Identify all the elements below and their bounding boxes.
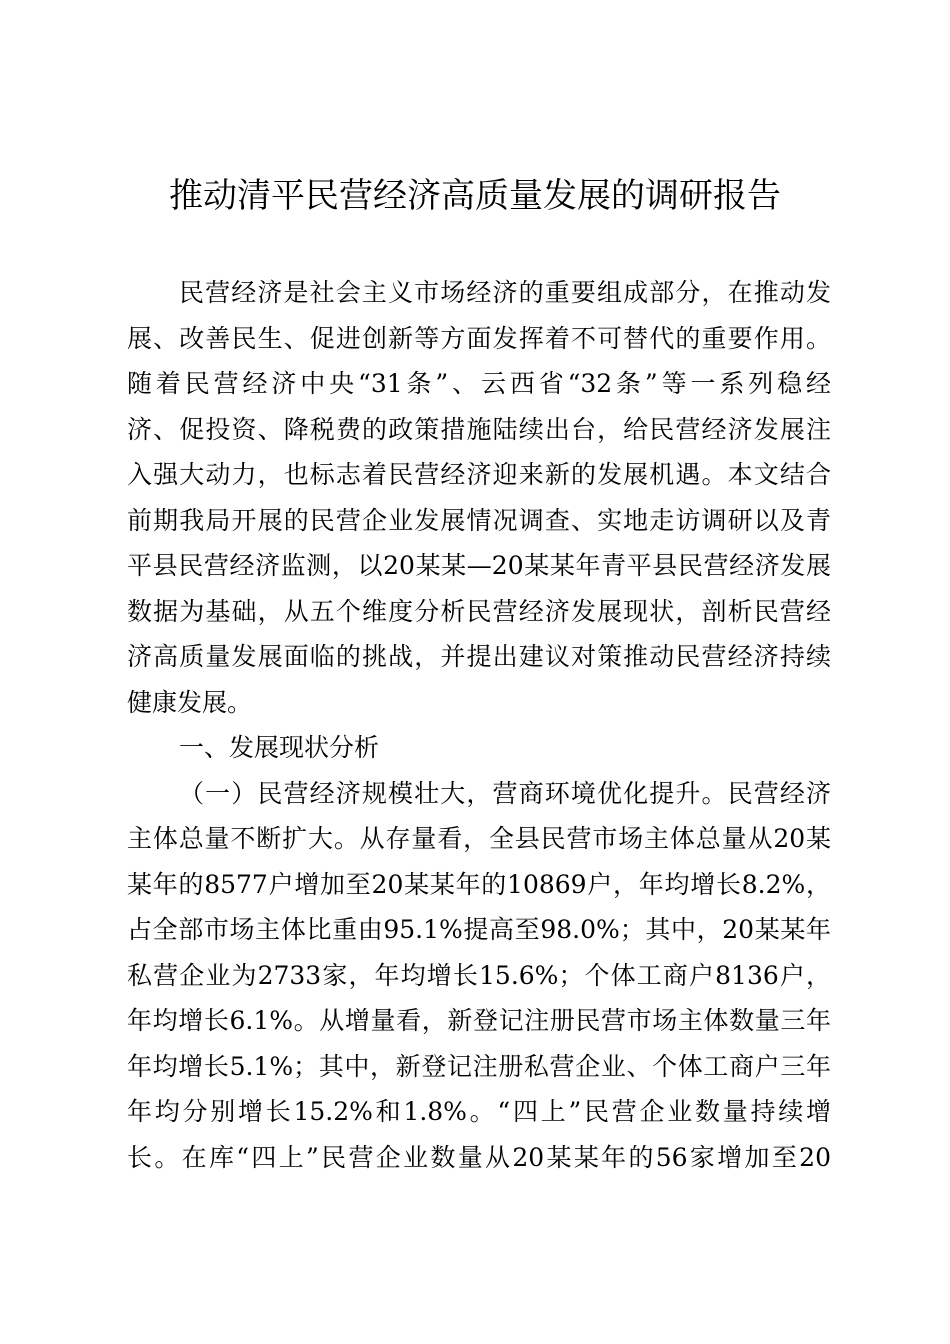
paragraph-line: 私营企业为2733家，年均增长15.6%；个体工商户8136户， [127, 960, 831, 990]
paragraph-line: 随着民营经济中央“31条”、云西省“32条”等一系列稳经 [127, 369, 831, 398]
paragraph-line: 前期我局开展的民营企业发展情况调查、实地走访调研以及青 [127, 505, 831, 535]
paragraph-line: 济高质量发展面临的挑战，并提出建议对策推动民营经济持续 [127, 642, 831, 671]
document-title: 推动清平民营经济高质量发展的调研报告 [169, 176, 781, 216]
paragraph-line: 年均分别增长15.2%和1.8%。“四上”民营企业数量持续增 [127, 1097, 831, 1126]
paragraph-line: 民营经济是社会主义市场经济的重要组成部分，在推动发 [179, 278, 831, 307]
paragraph-line: 占全部市场主体比重由95.1%提高至98.0%；其中，20某某年 [127, 915, 831, 944]
paragraph-line: 某年的8577户增加至20某某年的10869户，年均增长8.2%， [127, 869, 831, 899]
paragraph-line: 展、改善民生、促进创新等方面发挥着不可替代的重要作用。 [127, 323, 831, 353]
paragraph-line: 健康发展。 [127, 687, 253, 717]
paragraph-line: 济、促投资、降税费的政策措施陆续出台，给民营经济发展注 [127, 414, 831, 444]
paragraph-line: 年均增长5.1%；其中，新登记注册私营企业、个体工商户三年 [127, 1051, 831, 1081]
section-heading: 一、发展现状分析 [179, 733, 380, 762]
paragraph-line: 入强大动力，也标志着民营经济迎来新的发展机遇。本文结合 [127, 460, 831, 489]
paragraph-line: 长。在库“四上”民营企业数量从20某某年的56家增加至20 [127, 1142, 831, 1172]
paragraph-line: 年均增长6.1%。从增量看，新登记注册民营市场主体数量三年 [127, 1006, 831, 1035]
paragraph-line: 主体总量不断扩大。从存量看，全县民营市场主体总量从20某 [127, 824, 831, 853]
document-body [127, 270, 831, 1180]
paragraph-line: 平县民营经济监测，以20某某—20某某年青平县民营经济发展 [127, 551, 831, 580]
paragraph-line: 数据为基础，从五个维度分析民营经济发展现状，剖析民营经 [127, 596, 831, 626]
paragraph-line: （一）民营经济规模壮大，营商环境优化提升。民营经济 [179, 778, 831, 808]
